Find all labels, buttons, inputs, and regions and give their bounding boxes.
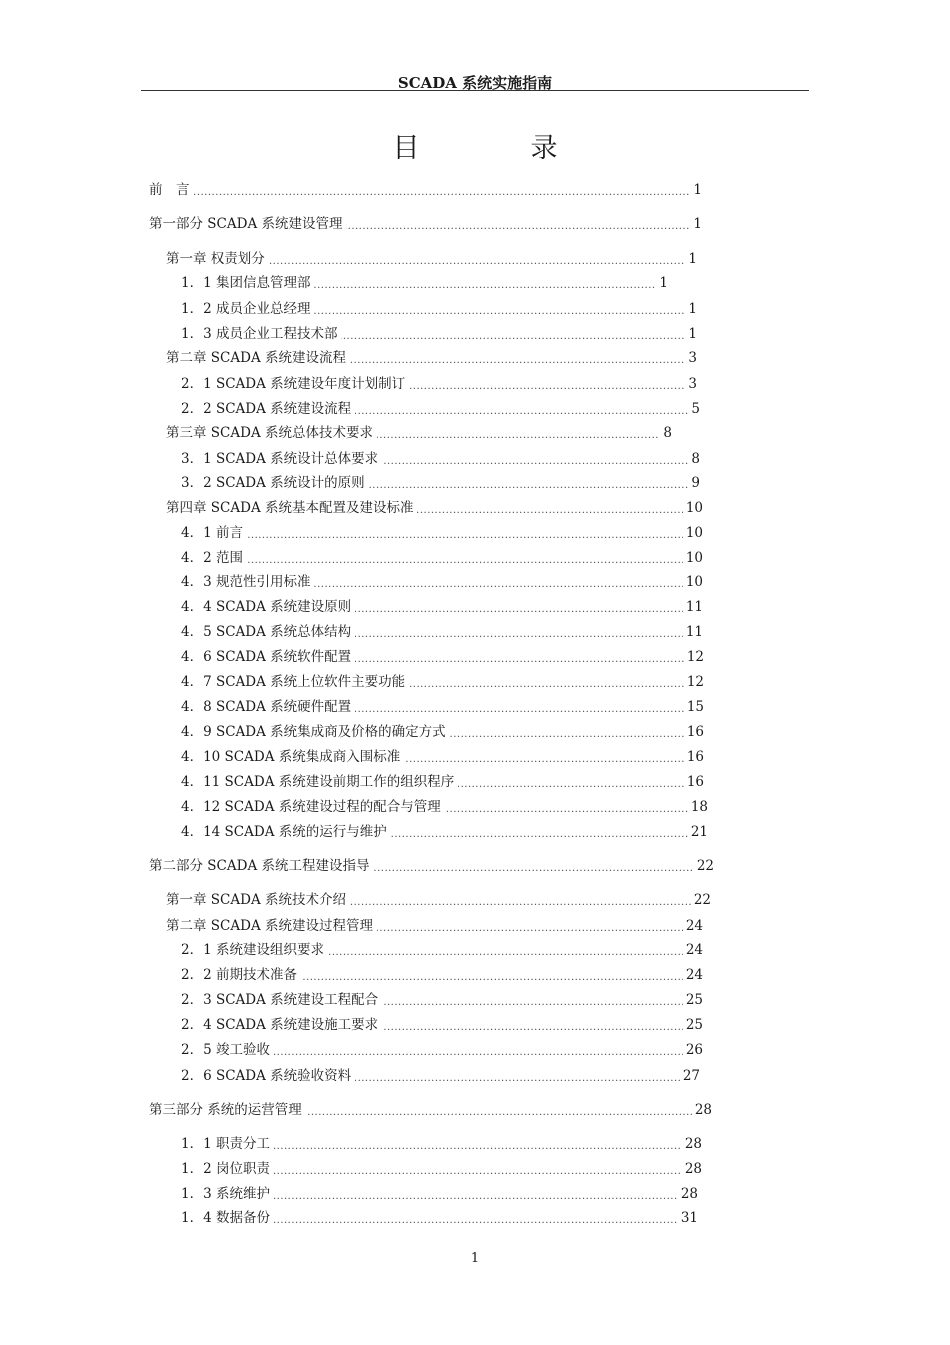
toc-entry-page: 12 <box>684 672 704 692</box>
toc-entry <box>181 548 703 568</box>
toc-entry <box>149 1100 712 1120</box>
toc-entry <box>166 890 711 910</box>
toc-entry <box>181 965 703 985</box>
toc-entry <box>181 772 704 792</box>
toc-entry-label: 2．2 SCADA 系统建设流程 <box>181 399 355 419</box>
toc-entry-page: 1 <box>685 299 697 319</box>
toc-entry <box>181 1208 698 1228</box>
toc-entry-page: 9 <box>688 473 700 493</box>
toc-entry <box>166 249 697 269</box>
toc-entry-page: 24 <box>683 940 703 960</box>
toc-entry <box>181 572 703 592</box>
toc-entry-page: 25 <box>683 1015 703 1035</box>
page-title: 目 录 <box>392 133 600 164</box>
toc-entry-page: 27 <box>680 1066 700 1086</box>
toc-entry <box>181 1015 703 1035</box>
toc-entry-page: 24 <box>683 965 703 985</box>
toc-entry <box>181 747 704 767</box>
toc-entry-label: 4．10 SCADA 系统集成商入围标准 <box>181 747 404 767</box>
toc-entry-page: 16 <box>684 722 704 742</box>
toc-entry <box>181 647 704 667</box>
toc-entry-label: 第三部分 系统的运营管理 <box>149 1100 306 1120</box>
toc-entry-label: 2．5 竣工验收 <box>181 1040 274 1060</box>
toc-entry-page: 8 <box>688 449 700 469</box>
toc-entry-label: 4．11 SCADA 系统建设前期工作的组织程序 <box>181 772 458 792</box>
toc-entry-page: 3 <box>685 348 697 368</box>
toc-entry-label: 4．2 范围 <box>181 548 247 568</box>
toc-entry-label: 2．2 前期技术准备 <box>181 965 301 985</box>
toc-leader-dots <box>181 548 703 568</box>
toc-entry-page: 3 <box>685 374 697 394</box>
toc-entry-page: 10 <box>683 498 703 518</box>
toc-entry-page: 28 <box>682 1134 702 1154</box>
toc-entry-page: 12 <box>684 647 704 667</box>
toc-entry-page: 25 <box>683 990 703 1010</box>
toc-entry <box>181 597 703 617</box>
toc-entry <box>181 324 697 344</box>
toc-entry-label: 2．1 系统建设组织要求 <box>181 940 328 960</box>
toc-entry-label: 2．4 SCADA 系统建设施工要求 <box>181 1015 382 1035</box>
toc-entry-label: 第二章 SCADA 系统建设过程管理 <box>166 916 377 936</box>
toc-entry-label: 1．2 岗位职责 <box>181 1159 274 1179</box>
toc-entry <box>181 1040 703 1060</box>
toc-entry-label: 4．1 前言 <box>181 523 247 543</box>
toc-entry-label: 第三章 SCADA 系统总体技术要求 <box>166 423 377 443</box>
toc-entry-label: 2．1 SCADA 系统建设年度计划制订 <box>181 374 409 394</box>
toc-entry-page: 1 <box>685 324 697 344</box>
toc-entry-label: 1．1 职责分工 <box>181 1134 274 1154</box>
toc-entry-label: 2．6 SCADA 系统验收资料 <box>181 1066 355 1086</box>
toc-entry-label: 4．6 SCADA 系统软件配置 <box>181 647 355 667</box>
toc-entry-page: 28 <box>692 1100 712 1120</box>
toc-entry <box>181 672 704 692</box>
toc-entry-label: 第二部分 SCADA 系统工程建设指导 <box>149 856 373 876</box>
toc-entry-label: 第一章 SCADA 系统技术介绍 <box>166 890 350 910</box>
toc-entry-label: 4．9 SCADA 系统集成商及价格的确定方式 <box>181 722 450 742</box>
toc-entry-label: 1．3 系统维护 <box>181 1184 274 1204</box>
toc-entry-page: 18 <box>688 797 708 817</box>
toc-leader-dots <box>181 523 703 543</box>
toc-entry <box>166 916 703 936</box>
toc-entry-page: 1 <box>685 249 697 269</box>
toc-entry <box>181 1134 702 1154</box>
toc-entry <box>181 374 697 394</box>
toc-entry <box>181 1184 698 1204</box>
toc-entry <box>181 622 703 642</box>
toc-entry <box>149 856 714 876</box>
running-header: SCADA 系统实施指南 <box>397 74 553 92</box>
toc-entry-label: 第一部分 SCADA 系统建设管理 <box>149 214 346 234</box>
toc-entry-page: 16 <box>684 772 704 792</box>
toc-entry-label: 4．5 SCADA 系统总体结构 <box>181 622 355 642</box>
toc-entry <box>181 399 700 419</box>
toc-entry-label: 3．2 SCADA 系统设计的原则 <box>181 473 369 493</box>
toc-entry <box>181 1159 702 1179</box>
toc-entry-page: 10 <box>683 523 703 543</box>
toc-entry <box>166 498 703 518</box>
toc-entry <box>149 214 702 234</box>
toc-entry-page: 1 <box>690 180 702 200</box>
toc-entry-page: 16 <box>684 747 704 767</box>
toc-entry-label: 1．4 数据备份 <box>181 1208 274 1228</box>
toc-entry-page: 15 <box>684 697 704 717</box>
toc-entry-label: 3．1 SCADA 系统设计总体要求 <box>181 449 382 469</box>
toc-entry <box>181 299 697 319</box>
toc-leader-dots <box>149 180 702 200</box>
toc-entry <box>149 180 702 200</box>
toc-entry <box>181 797 708 817</box>
toc-entry-page: 1 <box>656 273 668 293</box>
toc-entry-label: 1．2 成员企业总经理 <box>181 299 314 319</box>
toc-entry-page: 21 <box>688 822 708 842</box>
toc-entry <box>181 273 668 293</box>
toc-entry-page: 11 <box>683 622 703 642</box>
toc-entry <box>181 822 708 842</box>
toc-entry-page: 22 <box>694 856 714 876</box>
toc-entry <box>166 348 697 368</box>
toc-entry-label: 第四章 SCADA 系统基本配置及建设标准 <box>166 498 417 518</box>
toc-entry-page: 10 <box>683 548 703 568</box>
toc-entry-page: 8 <box>660 423 672 443</box>
toc-entry <box>181 722 704 742</box>
toc-entry <box>181 449 700 469</box>
toc-entry <box>181 697 704 717</box>
toc-entry-label: 2．3 SCADA 系统建设工程配合 <box>181 990 382 1010</box>
toc-entry-label: 4．4 SCADA 系统建设原则 <box>181 597 355 617</box>
toc-entry-label: 4．7 SCADA 系统上位软件主要功能 <box>181 672 409 692</box>
toc-entry-page: 28 <box>678 1184 698 1204</box>
toc-entry-label: 1．3 成员企业工程技术部 <box>181 324 341 344</box>
toc-entry-page: 24 <box>683 916 703 936</box>
toc-entry <box>181 1066 700 1086</box>
header-rule <box>141 90 809 91</box>
toc-entry <box>181 523 703 543</box>
toc-entry-page: 22 <box>691 890 711 910</box>
toc-entry-label: 4．14 SCADA 系统的运行与维护 <box>181 822 391 842</box>
toc-entry-label: 4．12 SCADA 系统建设过程的配合与管理 <box>181 797 445 817</box>
toc-entry <box>181 940 703 960</box>
toc-entry-label: 第二章 SCADA 系统建设流程 <box>166 348 350 368</box>
toc-entry-label: 前 言 <box>149 180 194 200</box>
toc-entry <box>181 990 703 1010</box>
toc-entry-page: 5 <box>688 399 700 419</box>
toc-entry-page: 10 <box>683 572 703 592</box>
toc-entry-page: 26 <box>683 1040 703 1060</box>
toc-entry-page: 11 <box>683 597 703 617</box>
toc-entry-page: 1 <box>690 214 702 234</box>
toc-entry-label: 1．1 集团信息管理部 <box>181 273 314 293</box>
toc-entry-label: 第一章 权责划分 <box>166 249 269 269</box>
toc-entry-page: 31 <box>678 1208 698 1228</box>
toc-entry <box>166 423 672 443</box>
toc-entry-label: 4．8 SCADA 系统硬件配置 <box>181 697 355 717</box>
toc-entry-page: 28 <box>682 1159 702 1179</box>
toc-entry-label: 4．3 规范性引用标准 <box>181 572 314 592</box>
toc-entry <box>181 473 700 493</box>
page-number: 1 <box>470 1251 480 1266</box>
